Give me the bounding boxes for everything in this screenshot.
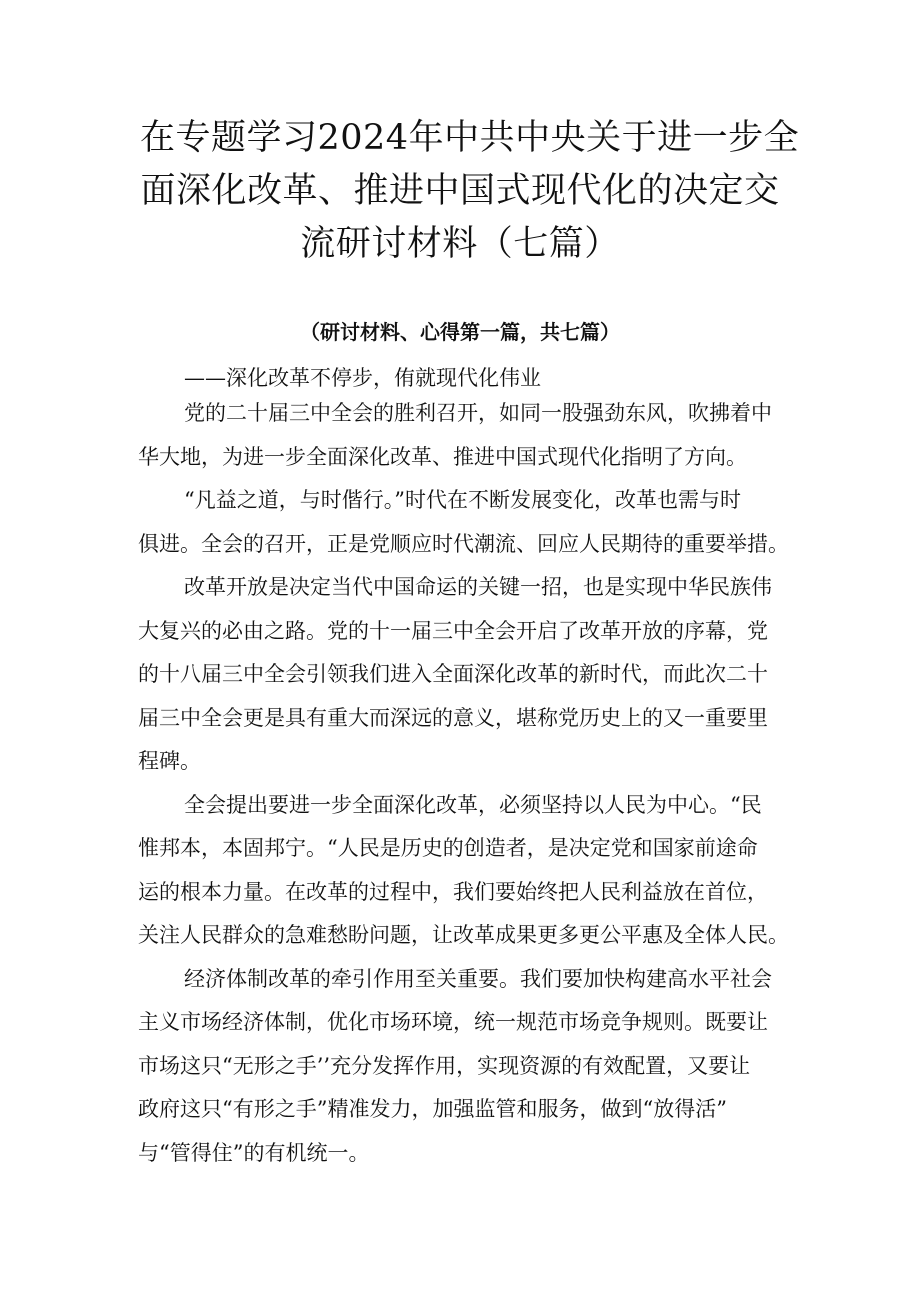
paragraph-line: 华大地，为进一步全面深化改革、推进中国式现代化指明了方向。 <box>138 444 747 469</box>
paragraph <box>138 784 788 958</box>
paragraph-line: 俱进。全会的召开，正是党顺应时代潮流、回应人民期待的重要举措。 <box>138 531 789 556</box>
paragraph-line: 届三中全会更是具有重大而深远的意义，堪称党历史上的又一重要里 <box>138 705 768 730</box>
document-title <box>140 112 800 271</box>
paragraph <box>138 479 788 566</box>
paragraph-line: 关注人民群众的急难愁盼问题，让改革成果更多更公平惠及全体人民。 <box>138 923 789 947</box>
paragraph-line: 惟邦本，本固邦宁。“人民是历史的创造者，是决定党和国家前途命 <box>138 836 758 860</box>
title-line: 在专题学习2024年中共中央关于进一步全 <box>140 118 800 158</box>
paragraph-line: 改革开放是决定当代中国命运的关键一招，也是实现中华民族伟 <box>184 575 772 599</box>
paragraph-line: 程碑。 <box>138 749 201 773</box>
paragraph-line: 全会提出要进一步全面深化改革，必须坚持以人民为中心。“民 <box>184 792 762 817</box>
title-line: 面深化改革、推进中国式现代化的决定交 <box>140 171 780 211</box>
document-body <box>138 392 788 1175</box>
document-subtitle: （研讨材料、心得第一篇，共七篇） <box>300 320 620 344</box>
paragraph-line: 主义市场经济体制，优化市场环境，统一规范市场竞争规则。既要让 <box>138 1010 768 1034</box>
paragraph-line: 大复兴的必由之路。党的十一届三中全会开启了改革开放的序幕，党 <box>138 618 768 643</box>
paragraph-line: 市场这只“无形之手’’充分发挥作用，实现资源的有效配置，又要让 <box>138 1053 751 1078</box>
paragraph-line: 与“管得住”的有机统一。 <box>138 1140 370 1165</box>
title-line: 流研讨材料（七篇） <box>300 224 620 264</box>
paragraph-line: 政府这只“有形之手”精准发力，加强监管和服务，做到“放得活” <box>138 1097 727 1121</box>
paragraph <box>138 566 788 784</box>
paragraph-line: 经济体制改革的牵引作用至关重要。我们要加快构建高水平社会 <box>184 966 772 991</box>
paragraph <box>138 958 788 1176</box>
paragraph-line: 党的二十届三中全会的胜利召开，如同一股强劲东风，吹拂着中 <box>184 401 772 425</box>
paragraph-line: “凡益之道，与时偕行。”时代在不断发展变化，改革也需与时 <box>184 488 741 512</box>
paragraph <box>138 392 788 479</box>
document-lead: ——深化改革不停步，侑就现代化伟业 <box>184 366 541 390</box>
paragraph-line: 运的根本力量。在改革的过程中，我们要始终把人民利益放在首位， <box>138 879 768 904</box>
paragraph-line: 的十八届三中全会引领我们进入全面深化改革的新时代，而此次二十 <box>138 662 768 686</box>
